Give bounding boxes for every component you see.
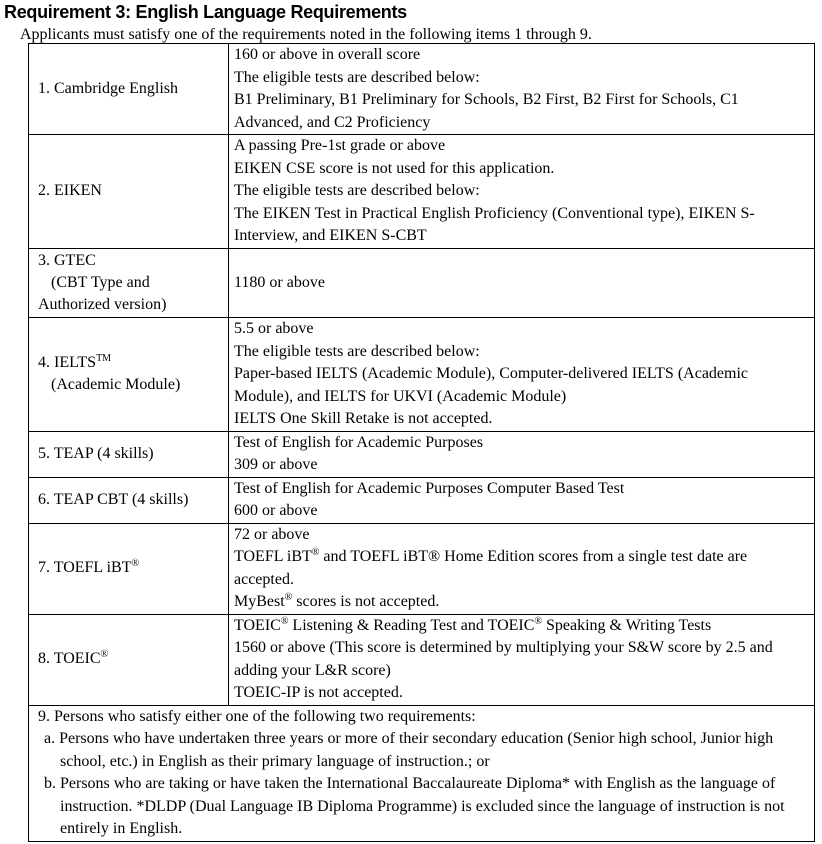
test-details: Test of English for Academic Purposes 309 or above xyxy=(229,431,815,477)
table-row xyxy=(29,318,815,432)
test-name: 4. IELTS™ (Academic Module) xyxy=(29,318,229,432)
trademark-mark: TM xyxy=(96,352,112,364)
table-row xyxy=(29,477,815,523)
registered-mark: ® xyxy=(131,558,140,570)
test-name: 5. TEAP (4 skills) xyxy=(29,431,229,477)
test-name: 6. TEAP CBT (4 skills) xyxy=(29,477,229,523)
page-title: Requirement 3: English Language Requirements xyxy=(4,2,407,22)
table-row xyxy=(29,431,815,477)
intro-text: Applicants must satisfy one of the requirements noted in the following items 1 through 9. xyxy=(20,26,592,43)
test-details: TOEIC® Listening & Reading Test and TOEIC® Speaking & Writing Tests 1560 or above (This score is determined by multiplying your S&W score by 2.5 and adding your L&R score) TOEIC-IP is not accepted. xyxy=(229,614,815,705)
test-details: Test of English for Academic Purposes Computer Based Test 600 or above xyxy=(229,477,815,523)
table-row xyxy=(29,523,815,614)
test-details: A passing Pre-1st grade or above EIKEN CSE score is not used for this application. The eligible tests are described below: The EIKEN Test in Practical English Proficiency (Conventional type), EIKEN S-Interview, and EIKEN S-CBT xyxy=(229,135,815,249)
table-row xyxy=(29,614,815,705)
registered-mark: ® xyxy=(100,649,109,661)
test-name: 2. EIKEN xyxy=(29,135,229,249)
test-name: 3. GTEC (CBT Type and Authorized version) xyxy=(29,249,229,318)
table-row xyxy=(29,249,815,318)
test-details: 1180 or above xyxy=(229,249,815,318)
test-details: 160 or above in overall score The eligible tests are described below: B1 Preliminary, B1 Preliminary for Schools, B2 First, B2 First for Schools, C1 Advanced, and C2 Proficiency xyxy=(229,44,815,135)
requirements-table xyxy=(28,43,815,842)
test-name: 7. TOEFL iBT® xyxy=(29,523,229,614)
test-name: 8. TOEIC® xyxy=(29,614,229,705)
table-row xyxy=(29,44,815,135)
table-row xyxy=(29,705,815,841)
other-requirements: 9. Persons who satisfy either one of the following two requirements: a. Persons who have undertaken three years or more of their secondary education (Senior high school, Junior high school, etc.) in English as their primary language of instruction.; or b. Persons who are taking or have taken the International Baccalaureate Diploma* with English as the language of instruction. *DLDP (Dual Language IB Diploma Programme) is excluded since the language of instruction is not entirely in English. xyxy=(29,705,815,841)
test-details: 72 or above TOEFL iBT® and TOEFL iBT® Home Edition scores from a single test date are accepted. MyBest® scores is not accepted. xyxy=(229,523,815,614)
test-details: 5.5 or above The eligible tests are described below: Paper-based IELTS (Academic Module), Computer-delivered IELTS (Academic Module), and IELTS for UKVI (Academic Module) IELTS One Skill Retake is not accepted. xyxy=(229,318,815,432)
test-name: 1. Cambridge English xyxy=(29,44,229,135)
table-row xyxy=(29,135,815,249)
